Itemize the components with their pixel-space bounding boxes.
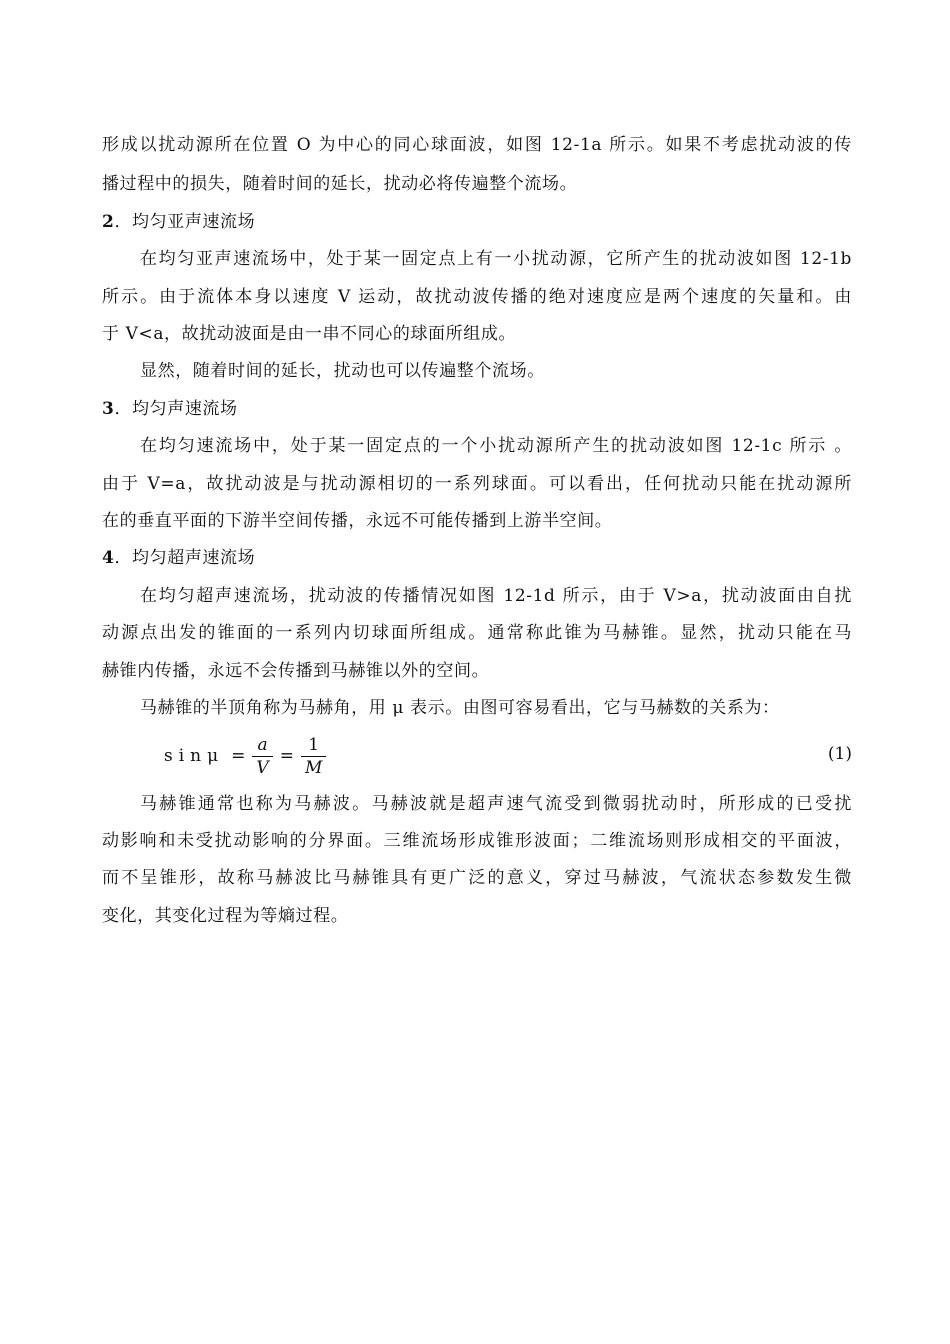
section-heading-3 xyxy=(102,397,852,421)
paragraph-line: 马赫锥的半顶角称为马赫角，用 μ 表示。由图可容易看出，它与马赫数的关系为： xyxy=(140,698,780,718)
heading-number: 2 xyxy=(102,212,115,232)
section-heading-4 xyxy=(102,546,852,570)
equals-sign: = xyxy=(231,746,246,766)
paragraph-line: 在均匀亚声速流场中，处于某一固定点上有一小扰动源，它所产生的扰动波如图 12-1b xyxy=(140,249,852,269)
numerator: 1 xyxy=(308,734,320,755)
heading-title: ．均匀亚声速流场 xyxy=(114,212,256,232)
paragraph-line: 动源点出发的锥面的一系列内切球面所组成。通常称此锥为马赫锥。显然，扰动只能在马 xyxy=(102,623,852,643)
paragraph-line: 变化，其变化过程为等熵过程。 xyxy=(102,906,349,926)
paragraph-line: 显然，随着时间的延长，扰动也可以传遍整个流场。 xyxy=(140,361,545,381)
paragraph-line: 在均匀超声速流场，扰动波的传播情况如图 12-1d 所示，由于 V>a，扰动波面由自扰 xyxy=(140,586,852,606)
numerator: a xyxy=(257,734,268,755)
paragraph-line: 于 V<a，故扰动波面是由一串不同心的球面所组成。 xyxy=(102,324,517,344)
fraction-1-over-m xyxy=(301,735,326,778)
paragraph-line: 而不呈锥形，故称马赫波比马赫锥具有更广泛的意义，穿过马赫波，气流状态参数发生微 xyxy=(102,868,852,888)
paragraph-line: 播过程中的损失，随着时间的延长，扰动必将传遍整个流场。 xyxy=(102,174,578,194)
heading-title: ．均匀声速流场 xyxy=(114,399,238,419)
fraction-a-over-v xyxy=(252,735,272,778)
paragraph-line: 在的垂直平面的下游半空间传播，永远不可能传播到上游半空间。 xyxy=(102,511,613,531)
paragraph-line: 形成以扰动源所在位置 O 为中心的同心球面波，如图 12-1a 所示。如果不考虑扰动波的传 xyxy=(102,135,852,155)
equation-number: (1) xyxy=(827,744,852,764)
formula-lhs: sinμ xyxy=(164,746,225,766)
section-heading-2 xyxy=(102,210,852,234)
equation-row xyxy=(102,732,852,780)
paragraph-line: 由于 V=a，故扰动波是与扰动源相切的一系列球面。可以看出，任何扰动只能在扰动源所 xyxy=(102,474,852,494)
paragraph-line: 马赫锥通常也称为马赫波。马赫波就是超声速气流受到微弱扰动时，所形成的已受扰 xyxy=(140,794,852,814)
paragraph-line: 所示。由于流体本身以速度 V 运动，故扰动波传播的绝对速度应是两个速度的矢量和。由 xyxy=(102,287,852,307)
paragraph-line: 动影响和未受扰动影响的分界面。三维流场形成锥形波面；二维流场则形成相交的平面波， xyxy=(102,831,852,851)
heading-number: 3 xyxy=(102,399,115,419)
heading-title: ．均匀超声速流场 xyxy=(114,548,256,568)
equals-sign: = xyxy=(279,746,294,766)
denominator: M xyxy=(301,756,326,778)
heading-number: 4 xyxy=(102,548,115,568)
paragraph-line: 赫锥内传播，永远不会传播到马赫锥以外的空间。 xyxy=(102,661,490,681)
denominator: V xyxy=(252,756,272,778)
paragraph-line: 在均匀速流场中，处于某一固定点的一个小扰动源所产生的扰动波如图 12-1c 所示 。 xyxy=(140,436,852,456)
mach-angle-formula xyxy=(164,732,330,780)
